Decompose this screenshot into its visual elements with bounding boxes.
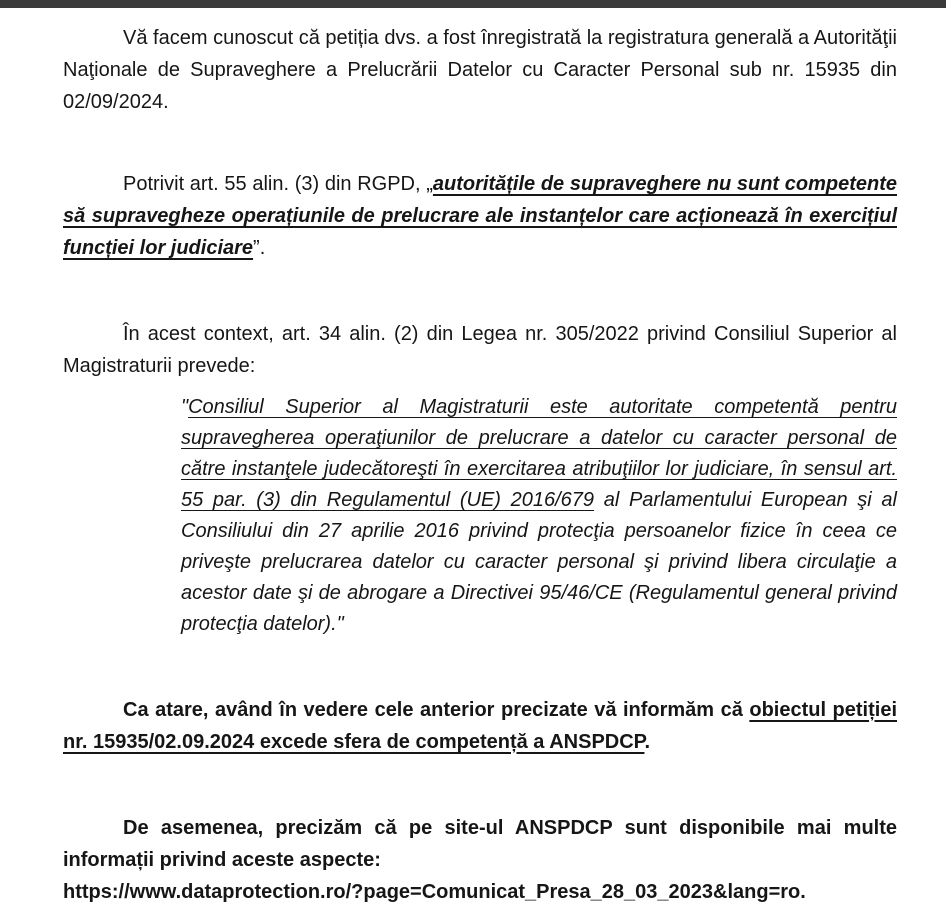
blockquote-rest-text: al Parlamentului European şi al Consiliului din 27 aprilie 2016 privind protecţia persoanelor fizice în ceea ce priveşte prelucrarea datelor cu caracter personal şi privind libera circulaţie a acestor date şi de abrogare a Directivei 95/46/CE (Regulamentul general privind protecţia datelor)." — [181, 489, 897, 635]
blockquote-open-quote: " — [181, 396, 189, 418]
window-top-edge — [0, 0, 946, 8]
paragraph-legal-context — [63, 318, 897, 382]
conclusion-lead-text: Ca atare, având în vedere cele anterior precizate vă informăm că — [123, 699, 750, 721]
paragraph-url — [63, 876, 897, 908]
paragraph-registration — [63, 22, 897, 118]
paragraph-rgpd-quote — [63, 168, 897, 264]
conclusion-underlined-text: obiectul petiției nr. 15935/02.09.2024 excede sfera de competență a ANSPDCP — [63, 699, 897, 753]
paragraph-more-info — [63, 812, 897, 876]
legal-context-text: În acest context, art. 34 alin. (2) din Legea nr. 305/2022 privind Consiliul Superior al Magistraturii prevede: — [63, 323, 897, 377]
conclusion-period: . — [644, 731, 651, 753]
rgpd-lead-text: Potrivit art. 55 alin. (3) din RGPD, — [123, 173, 427, 195]
paragraph-conclusion — [63, 694, 897, 758]
document-content — [0, 22, 946, 908]
more-info-text: De asemenea, precizăm că pe site-ul ANSPDCP sunt disponibile mai multe informații privind aceste aspecte: — [63, 817, 897, 871]
rgpd-emphasized-text: autoritățile de supraveghere nu sunt competente să supravegheze operațiunile de prelucrare ale instanțelor care acționează în exercițiul funcției lor judiciare — [63, 173, 898, 259]
dataprotection-url-link[interactable]: https://www.dataprotection.ro/?page=Comunicat_Presa_28_03_2023&lang=ro. — [63, 881, 806, 903]
registration-text: Vă facem cunoscut că petiția dvs. a fost înregistrată la registratura generală a Autorităţii Naţionale de Supraveghere a Prelucrării Datelor cu Caracter Personal sub nr. 15935 din 02/09/2024. — [63, 27, 897, 113]
blockquote-law-305-2022 — [181, 392, 897, 640]
rgpd-open-quote: „ — [426, 173, 433, 195]
rgpd-close-quote: ”. — [253, 237, 266, 259]
blockquote-underlined-text: Consiliul Superior al Magistraturii este autoritate competentă pentru supravegherea operaţiunilor de prelucrare a datelor cu caracter personal de către instanţele judecătoreşti în exercitarea atribuţiilor lor judiciare, în sensul art. 55 par. (3) din Regulamentul (UE) 2016/679 — [181, 396, 897, 511]
